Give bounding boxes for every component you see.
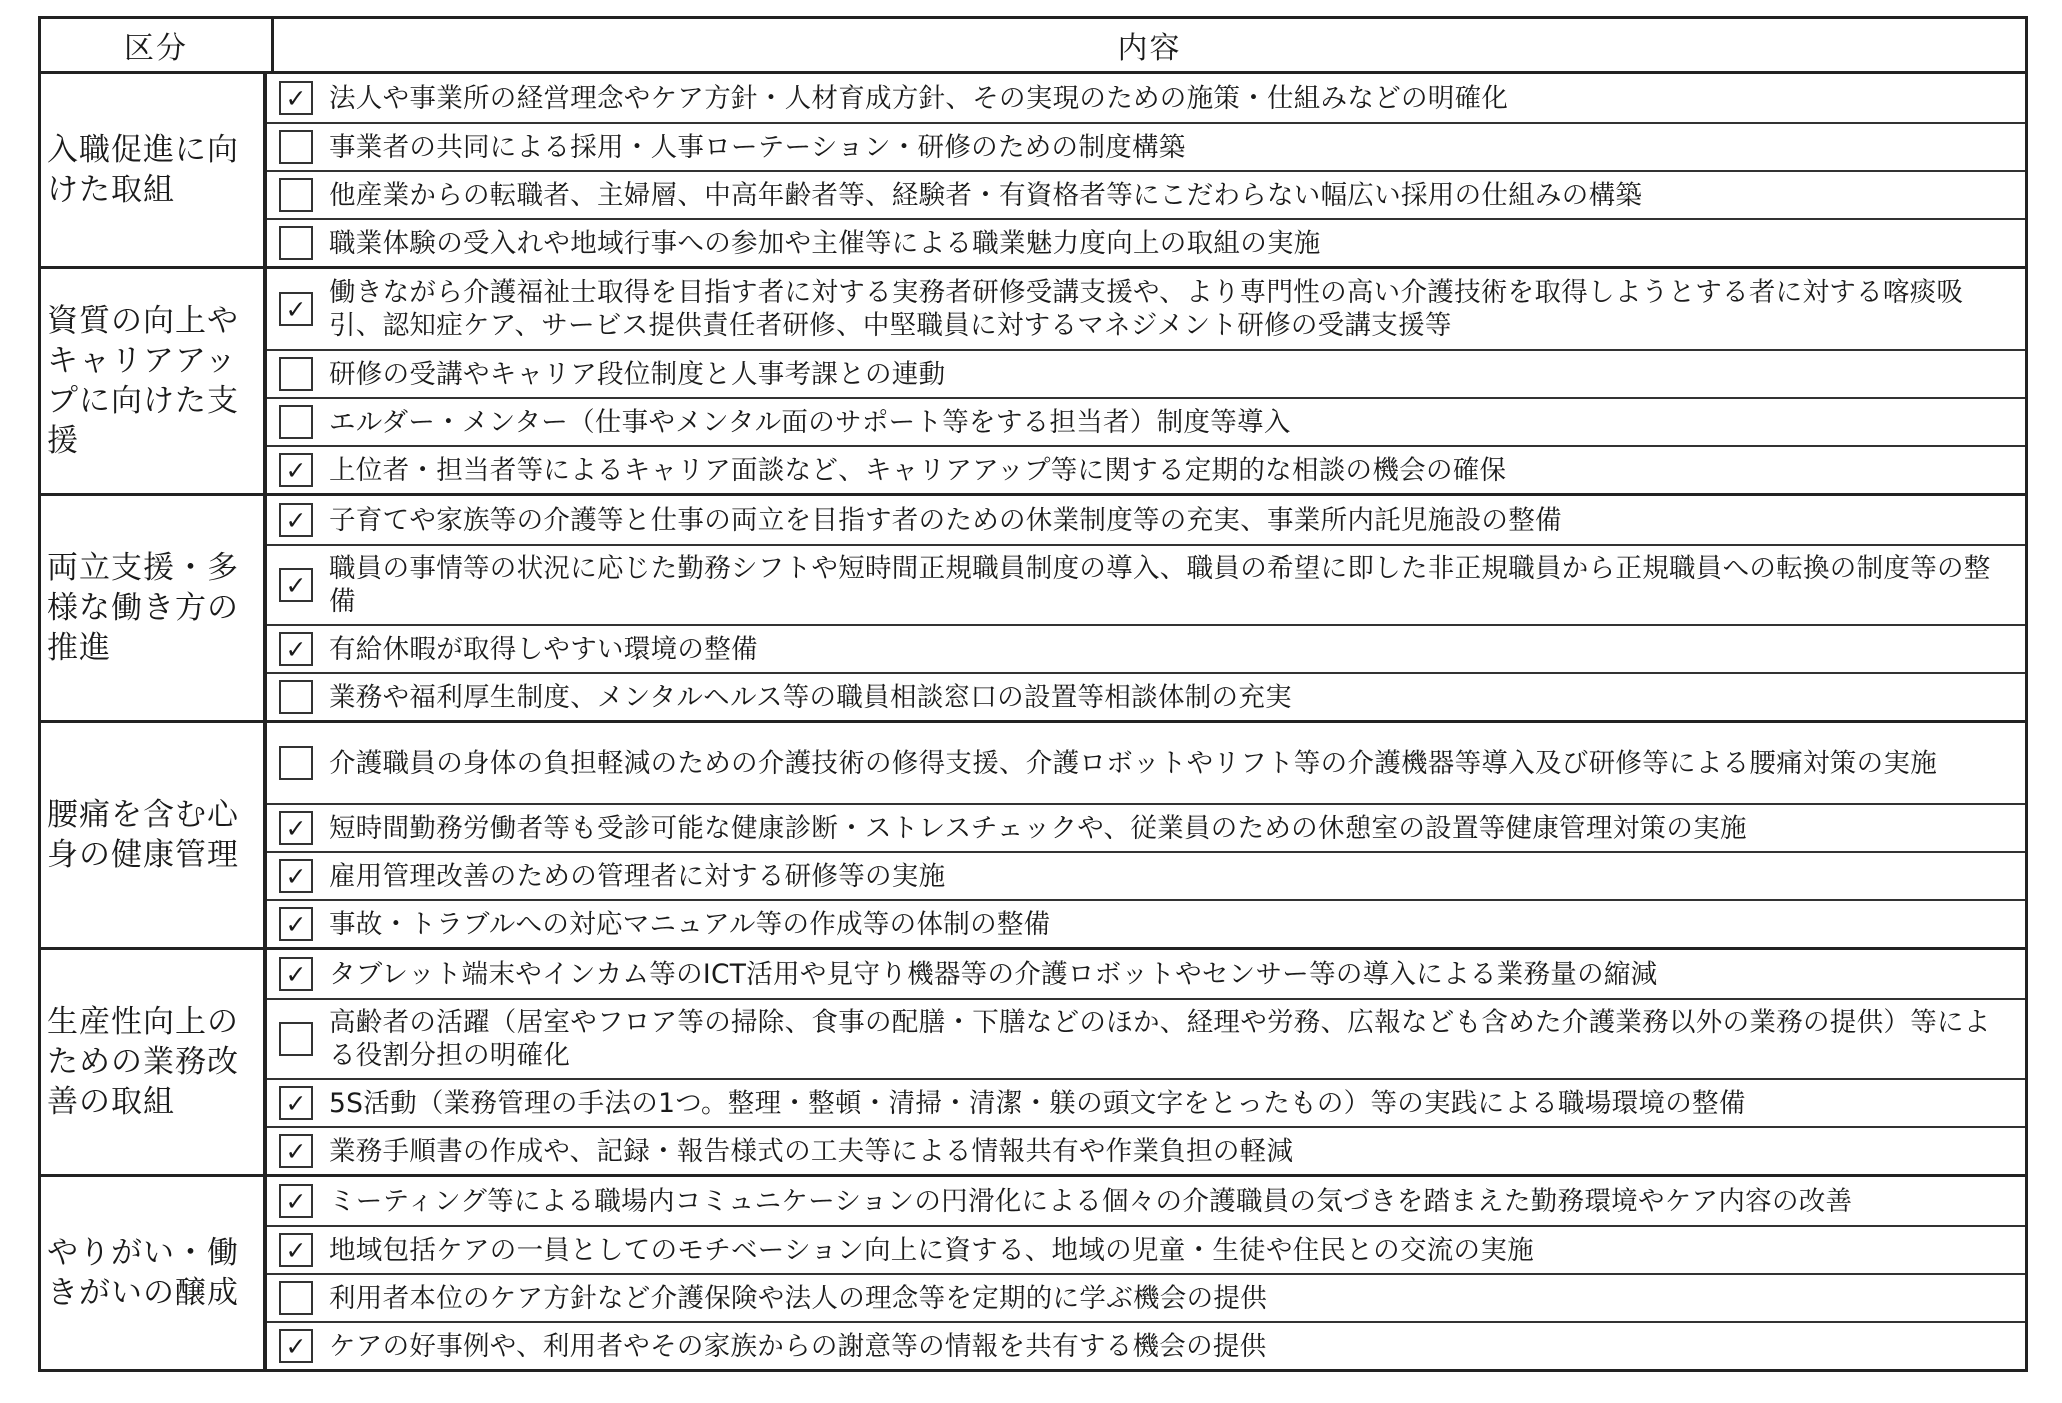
item-text: 事故・トラブルへの対応マニュアル等の作成等の体制の整備 xyxy=(329,908,1051,940)
checkbox[interactable]: ✓ xyxy=(279,453,313,487)
checkbox[interactable]: ✓ xyxy=(279,957,313,991)
item-text: 職員の事情等の状況に応じた勤務シフトや短時間正規職員制度の導入、職員の希望に即した非正規職員から正規職員への転換の制度等の整備 xyxy=(329,553,1991,617)
item-text: 雇用管理改善のための管理者に対する研修等の実施 xyxy=(329,860,946,892)
checkbox[interactable]: ✓ xyxy=(279,907,313,941)
checkbox[interactable] xyxy=(279,746,313,780)
checklist-item xyxy=(267,899,2025,947)
checkbox[interactable]: ✓ xyxy=(279,1184,313,1218)
checklist-item xyxy=(267,122,2025,170)
item-text: タブレット端末やインカム等のICT活用や見守り機器等の介護ロボットやセンサー等の導入による業務量の縮減 xyxy=(329,958,1658,990)
item-text: 利用者本位のケア方針など介護保険や法人の理念等を定期的に学ぶ機会の提供 xyxy=(329,1282,1267,1314)
checklist-item xyxy=(267,445,2025,493)
checklist-item xyxy=(267,1078,2025,1126)
checkbox[interactable] xyxy=(279,1281,313,1315)
checkbox[interactable]: ✓ xyxy=(279,1329,313,1363)
checkbox[interactable]: ✓ xyxy=(279,811,313,845)
item-text: 子育てや家族等の介護等と仕事の両立を目指す者のための休業制度等の充実、事業所内託児施設の整備 xyxy=(329,504,1562,536)
section-productivity xyxy=(41,947,2025,1174)
item-text: 5S活動（業務管理の手法の1つ。整理・整頓・清掃・清潔・躾の頭文字をとったもの）等の実践による職場環境の整備 xyxy=(329,1087,1746,1119)
checklist-item xyxy=(267,1126,2025,1174)
checklist-item xyxy=(267,496,2025,544)
item-list xyxy=(267,723,2025,947)
item-list xyxy=(267,950,2025,1174)
category-label: 両立支援・多様な働き方の推進 xyxy=(41,496,267,720)
checkbox[interactable]: ✓ xyxy=(279,1086,313,1120)
section-recruitment xyxy=(41,74,2025,266)
checklist-item xyxy=(267,1225,2025,1273)
checklist-item xyxy=(267,803,2025,851)
section-work-life-balance xyxy=(41,493,2025,720)
item-text: ミーティング等による職場内コミュニケーションの円滑化による個々の介護職員の気づきを踏まえた勤務環境やケア内容の改善 xyxy=(329,1185,1853,1217)
item-text: 職業体験の受入れや地域行事への参加や主催等による職業魅力度向上の取組の実施 xyxy=(329,227,1321,259)
item-list xyxy=(267,496,2025,720)
item-text: 上位者・担当者等によるキャリア面談など、キャリアアップ等に関する定期的な相談の機会の確保 xyxy=(329,454,1507,486)
category-label: 生産性向上のための業務改善の取組 xyxy=(41,950,267,1174)
header-category: 区分 xyxy=(41,19,274,71)
item-text: エルダー・メンター（仕事やメンタル面のサポート等をする担当者）制度等導入 xyxy=(329,406,1291,438)
checklist-item xyxy=(267,218,2025,266)
checklist-item xyxy=(267,1321,2025,1369)
category-label: 資質の向上やキャリアアップに向けた支援 xyxy=(41,269,267,493)
checkbox[interactable] xyxy=(279,680,313,714)
checklist-item xyxy=(267,397,2025,445)
item-text: 高齢者の活躍（居室やフロア等の掃除、食事の配膳・下膳などのほか、経理や労務、広報なども含めた介護業務以外の業務の提供）等による役割分担の明確化 xyxy=(329,1007,1991,1071)
item-text: 他産業からの転職者、主婦層、中高年齢者等、経験者・有資格者等にこだわらない幅広い採用の仕組みの構築 xyxy=(329,179,1643,211)
header-content: 内容 xyxy=(1117,31,1182,66)
item-text: 短時間勤務労働者等も受診可能な健康診断・ストレスチェックや、従業員のための休憩室の設置等健康管理対策の実施 xyxy=(329,812,1747,844)
item-text: 地域包括ケアの一員としてのモチベーション向上に資する、地域の児童・生徒や住民との交流の実施 xyxy=(329,1234,1534,1266)
checkbox[interactable]: ✓ xyxy=(279,81,313,115)
checkbox[interactable]: ✓ xyxy=(279,1233,313,1267)
item-list xyxy=(267,269,2025,493)
checklist-item xyxy=(267,269,2025,349)
checkbox[interactable] xyxy=(279,178,313,212)
checklist-item xyxy=(267,170,2025,218)
section-health-management xyxy=(41,720,2025,947)
checkbox[interactable]: ✓ xyxy=(279,1134,313,1168)
item-list xyxy=(267,1177,2025,1369)
item-text: 有給休暇が取得しやすい環境の整備 xyxy=(329,633,758,665)
section-motivation xyxy=(41,1174,2025,1369)
table-body xyxy=(38,74,2028,1372)
category-label: 腰痛を含む心身の健康管理 xyxy=(41,723,267,947)
checklist-item xyxy=(267,950,2025,998)
item-text: 事業者の共同による採用・人事ローテーション・研修のための制度構築 xyxy=(329,131,1186,163)
checkbox[interactable] xyxy=(279,405,313,439)
checklist-table xyxy=(38,16,2028,1372)
item-text: 業務手順書の作成や、記録・報告様式の工夫等による情報共有や作業負担の軽減 xyxy=(329,1135,1294,1167)
checklist-item xyxy=(267,998,2025,1078)
checklist-item xyxy=(267,74,2025,122)
item-text: 法人や事業所の経営理念やケア方針・人材育成方針、その実現のための施策・仕組みなどの明確化 xyxy=(329,82,1509,114)
checkbox[interactable]: ✓ xyxy=(279,859,313,893)
category-label: 入職促進に向けた取組 xyxy=(41,74,267,266)
section-skill-development xyxy=(41,266,2025,493)
checklist-item xyxy=(267,349,2025,397)
checklist-item xyxy=(267,1273,2025,1321)
checklist-item xyxy=(267,544,2025,624)
item-text: 働きながら介護福祉士取得を目指す者に対する実務者研修受講支援や、より専門性の高い介護技術を取得しようとする者に対する喀痰吸引、認知症ケア、サービス提供責任者研修、中堅職員に対するマネジメント研修の受講支援等 xyxy=(329,277,1964,341)
checklist-item xyxy=(267,851,2025,899)
checkbox[interactable]: ✓ xyxy=(279,568,313,602)
checkbox[interactable] xyxy=(279,130,313,164)
checklist-item xyxy=(267,723,2025,803)
checkbox[interactable]: ✓ xyxy=(279,632,313,666)
item-text: 業務や福利厚生制度、メンタルヘルス等の職員相談窓口の設置等相談体制の充実 xyxy=(329,681,1292,713)
item-text: 介護職員の身体の負担軽減のための介護技術の修得支援、介護ロボットやリフト等の介護機器等導入及び研修等による腰痛対策の実施 xyxy=(329,747,1937,779)
checkbox[interactable] xyxy=(279,226,313,260)
checkbox[interactable] xyxy=(279,357,313,391)
item-text: ケアの好事例や、利用者やその家族からの謝意等の情報を共有する機会の提供 xyxy=(329,1330,1267,1362)
item-list xyxy=(267,74,2025,266)
checkbox[interactable]: ✓ xyxy=(279,503,313,537)
table-header xyxy=(38,16,2028,74)
category-label: やりがい・働きがいの醸成 xyxy=(41,1177,267,1369)
checklist-item xyxy=(267,1177,2025,1225)
checklist-item xyxy=(267,672,2025,720)
checklist-item xyxy=(267,624,2025,672)
checkbox[interactable] xyxy=(279,1022,313,1056)
checkbox[interactable]: ✓ xyxy=(279,292,313,326)
item-text: 研修の受講やキャリア段位制度と人事考課との連動 xyxy=(329,358,946,390)
